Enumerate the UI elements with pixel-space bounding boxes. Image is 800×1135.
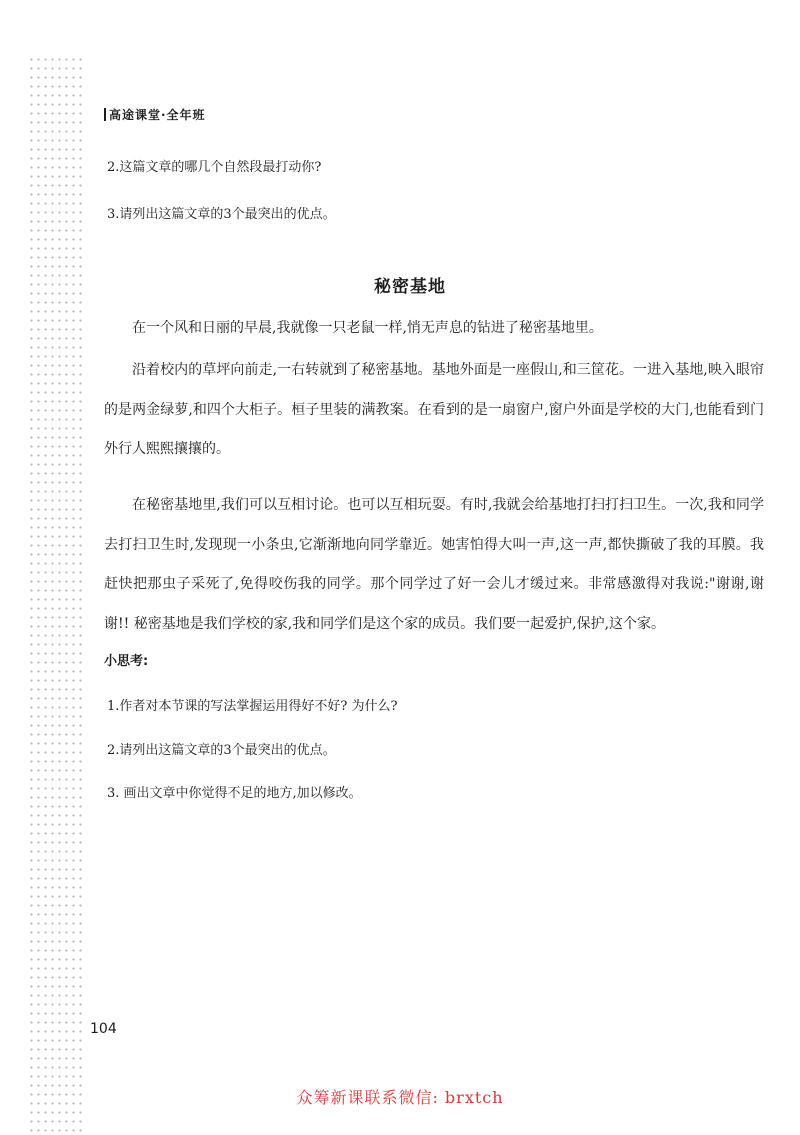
reflection-heading: 小思考: (104, 654, 149, 669)
dotted-margin (28, 55, 86, 1135)
top-question-2: 2.这篇文章的哪几个自然段最打动你? (107, 160, 322, 175)
page-number: 104 (90, 1021, 117, 1037)
essay-paragraph: 沿着校内的草坪向前走,一右转就到了秘密基地。基地外面是一座假山,和三筐花。一进入基地,映入眼帘的是两金绿萝,和四个大柜子。桓子里装的满教案。在看到的是一扇窗户,窗户外面是学校的大门,也能看到门外行人熙熙攘攘的。 (104, 362, 764, 457)
essay-paragraph: 在一个风和日丽的早晨,我就像一只老鼠一样,悄无声息的钻进了秘密基地里。 (132, 320, 603, 336)
book-header (104, 106, 206, 123)
reflection-question-3: 3. 画出文章中你觉得不足的地方,加以修改。 (107, 786, 362, 801)
header-bar (104, 108, 106, 121)
essay-title: 秘密基地 (374, 277, 446, 297)
header-text: 高途课堂·全年班 (109, 108, 206, 122)
essay-paragraph: 在秘密基地里,我们可以互相讨论。也可以互相玩耍。有时,我就会给基地打扫打扫卫生。一次,我和同学去打扫卫生时,发现现一小条虫,它渐渐地向同学靠近。她害怕得大叫一声,这一声,都快撕破了我的耳膜。我赶快把那虫子采死了,免得咬伤我的同学。那个同学过了好一会儿才缓过来。非常感激得对我说:"谢谢,谢谢!! 秘密基地是我们学校的家,我和同学们是这个家的成员。我们要一起爱护,保护,这个家。 (104, 497, 764, 632)
reflection-question-1: 1.作者对本节课的写法掌握运用得好不好? 为什么? (107, 699, 398, 714)
reflection-question-2: 2.请列出这篇文章的3个最突出的优点。 (107, 743, 336, 758)
watermark: 众筹新课联系微信: brxtch (296, 1088, 504, 1107)
top-question-3: 3.请列出这篇文章的3个最突出的优点。 (107, 207, 336, 222)
